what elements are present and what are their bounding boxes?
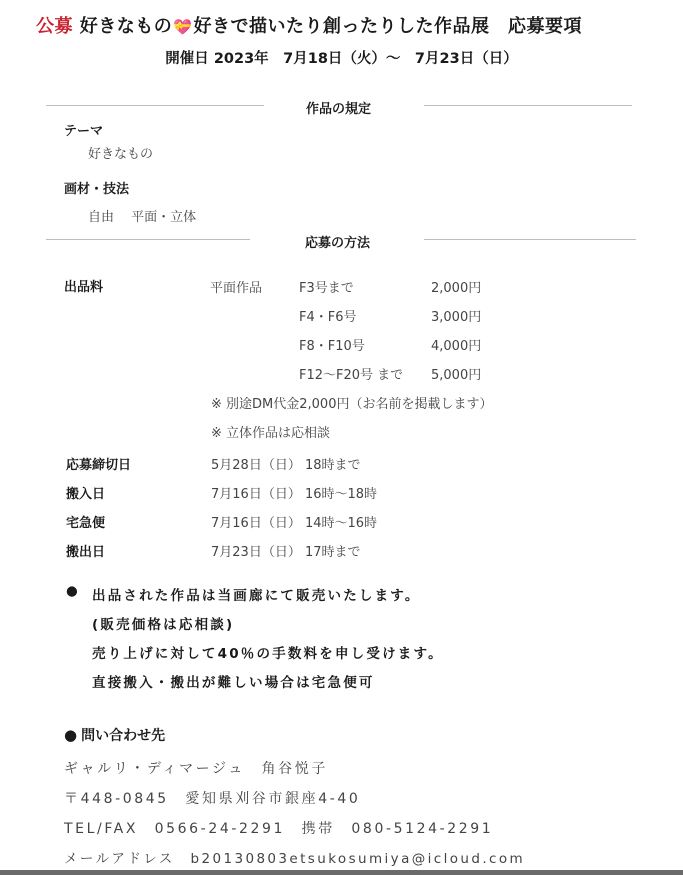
- pickup-value: 7月23日（日） 17時まで: [211, 545, 361, 560]
- title-part-2: 好きで描いたり創ったりした作品展 応募要項: [193, 16, 582, 37]
- fee-size: F8・F10号: [299, 339, 365, 354]
- divider: [46, 105, 264, 106]
- contact-heading-text: 問い合わせ先: [81, 728, 166, 744]
- contact-bullet-icon: ●: [64, 726, 78, 744]
- fee-price: 3,000円: [431, 310, 482, 325]
- fee-category: 平面作品: [210, 281, 263, 296]
- fee-price: 2,000円: [431, 281, 482, 296]
- notice-line: 出品された作品は当画廊にて販売いたします。: [92, 588, 421, 604]
- pickup-label: 搬出日: [66, 545, 106, 560]
- fee-size: F3号まで: [299, 281, 354, 296]
- theme-value: 好きなもの: [88, 147, 154, 162]
- method-heading: 応募の方法: [305, 236, 371, 251]
- notice-bullet-icon: ●: [66, 583, 80, 599]
- delivery-value: 7月16日（日） 16時～18時: [211, 487, 378, 502]
- material-value: 自由 平面・立体: [88, 210, 197, 225]
- dm-fee-note: ※ 別途DM代金2,000円（お名前を掲載します）: [211, 397, 493, 412]
- fee-size: F12～F20号 まで: [299, 368, 404, 383]
- fee-label: 出品料: [64, 280, 104, 295]
- gallery-name: ギャルリ・ディマージュ 角谷悦子: [64, 761, 328, 777]
- courier-label: 宅急便: [66, 516, 106, 531]
- divider: [46, 239, 250, 240]
- email-address: メールアドレス b20130803etsukosumiya@icloud.com: [64, 851, 526, 867]
- courier-value: 7月16日（日） 14時～16時: [211, 516, 378, 531]
- divider: [424, 105, 632, 106]
- event-dates: 開催日 2023年 7月18日（火）～ 7月23日（日）: [165, 51, 518, 67]
- notice-line: (販売価格は応相談): [92, 617, 235, 633]
- phone-numbers: TEL/FAX 0566-24-2291 携帯 080-5124-2291: [64, 821, 494, 837]
- fee-price: 4,000円: [431, 339, 482, 354]
- open-call-badge: 公募: [36, 16, 73, 37]
- title-part-1: 好きなもの: [79, 16, 173, 37]
- rules-heading: 作品の規定: [306, 102, 372, 117]
- fee-size: F4・F6号: [299, 310, 357, 325]
- material-label: 画材・技法: [64, 182, 130, 197]
- deadline-value: 5月28日（日） 18時まで: [211, 458, 361, 473]
- deadline-label: 応募締切日: [66, 458, 132, 473]
- fee-price: 5,000円: [431, 368, 482, 383]
- notice-line: 売り上げに対して40％の手数料を申し受けます。: [92, 646, 444, 662]
- notice-line: 直接搬入・搬出が難しい場合は宅急便可: [92, 675, 375, 691]
- contact-heading: [64, 725, 165, 745]
- theme-label: テーマ: [64, 124, 104, 139]
- heart-icon: 💝: [173, 18, 193, 36]
- delivery-label: 搬入日: [66, 487, 106, 502]
- postal-address: 〒448-0845 愛知県刈谷市銀座4-40: [64, 791, 361, 807]
- sculpture-note: ※ 立体作品は応相談: [211, 426, 331, 441]
- page-title: [36, 12, 582, 38]
- divider: [424, 239, 636, 240]
- bottom-edge: [0, 870, 683, 875]
